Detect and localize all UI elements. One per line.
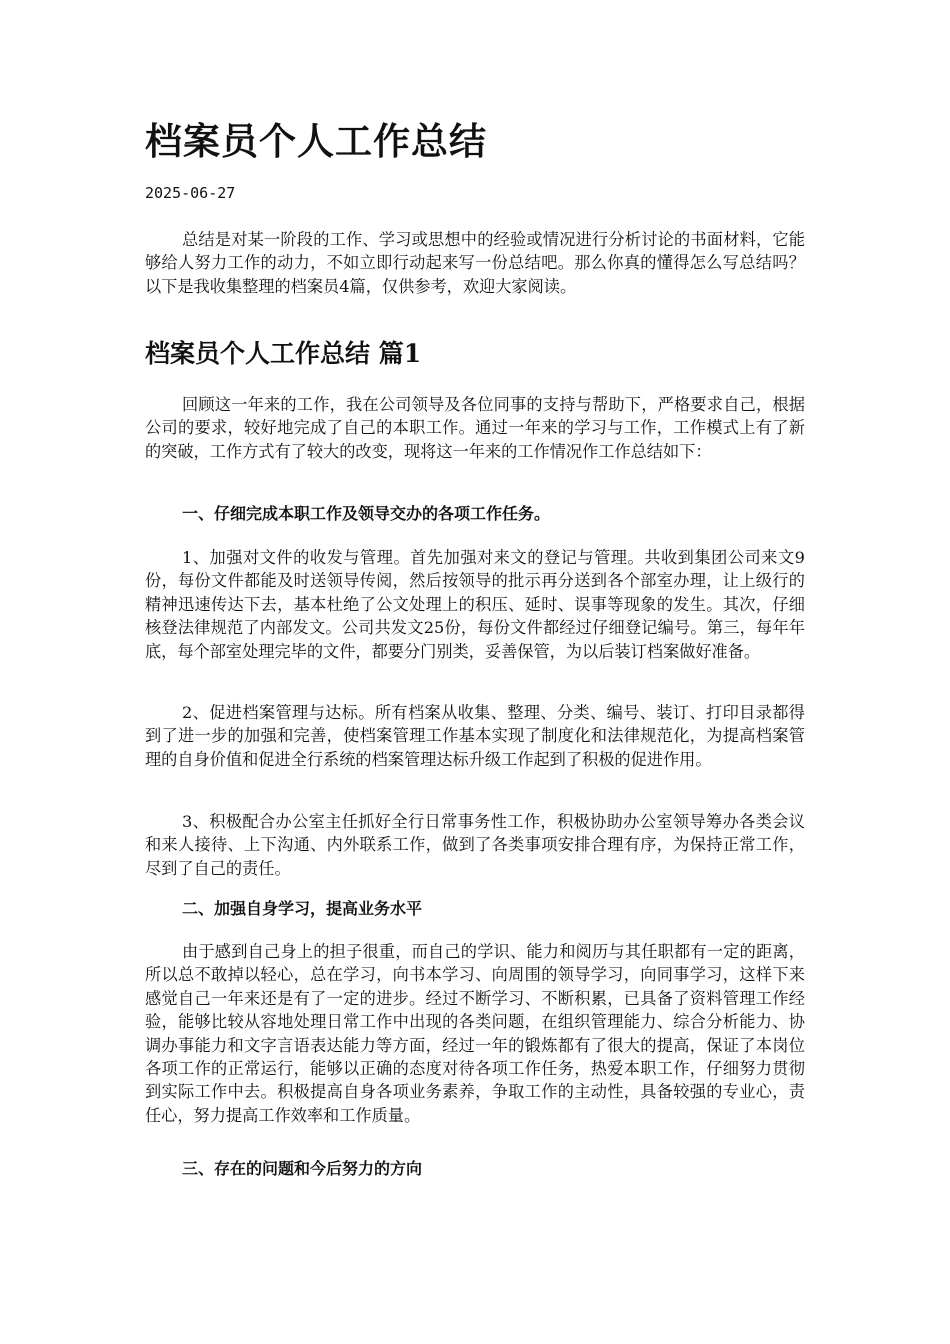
item-paragraph-2: 2、促进档案管理与达标。所有档案从收集、整理、分类、编号、装订、打印目录都得到了进一步的加强和完善，使档案管理工作基本实现了制度化和法律规范化，为提高档案管理的自身价值和促进全行系统的档案管理达标升级工作起到了积极的促进作用。 <box>145 703 805 769</box>
item-paragraph-1: 1、加强对文件的收发与管理。首先加强对来文的登记与管理。共收到集团公司来文9份，每份文件都能及时送领导传阅，然后按领导的批示再分送到各个部室办理，让上级行的精神迅速传达下去，基本杜绝了公文处理上的积压、延时、误事等现象的发生。其次，仔细核登法律规范了内部发文。公司共发文25份，每份文件都经过仔细登记编号。第三，每年年底，每个部室处理完毕的文件，都要分门别类，妥善保管，为以后装订档案做好准备。 <box>145 548 805 661</box>
subheading-problems: 三、存在的问题和今后努力的方向 <box>182 1159 423 1178</box>
learning-paragraph: 由于感到自己身上的担子很重，而自己的学识、能力和阅历与其任职都有一定的距离，所以总不敢掉以轻心，总在学习，向书本学习、向周围的领导学习，向同事学习，这样下来感觉自己一年来还是有了一定的进步。经过不断学习、不断积累，已具备了资料管理工作经验，能够比较从容地处理日常工作中出现的各类问题，在组织管理能力、综合分析能力、协调办事能力和文字言语表达能力等方面，经过一年的锻炼都有了很大的提高，保证了本岗位各项工作的正常运行，能够以正确的态度对待各项工作任务，热爱本职工作，仔细努力贯彻到实际工作中去。积极提高自身各项业务素养，争取工作的主动性，具备较强的专业心，责任心，努力提高工作效率和工作质量。 <box>145 942 805 1125</box>
document-title: 档案员个人工作总结 <box>145 119 487 163</box>
section-heading: 档案员个人工作总结 篇1 <box>145 339 422 368</box>
item-paragraph-3: 3、积极配合办公室主任抓好全行日常事务性工作，积极协助办公室领导筹办各类会议和来人接待、上下沟通、内外联系工作，做到了各类事项安排合理有序，为保持正常工作，尽到了自己的责任。 <box>145 812 805 878</box>
subheading-duties: 一、仔细完成本职工作及领导交办的各项工作任务。 <box>182 504 551 523</box>
intro-paragraph: 总结是对某一阶段的工作、学习或思想中的经验或情况进行分析讨论的书面材料，它能够给人努力工作的动力，不如立即行动起来写一份总结吧。那么你真的懂得怎么写总结吗？以下是我收集整理的档案员4篇，仅供参考，欢迎大家阅读。 <box>145 230 805 296</box>
opening-paragraph: 回顾这一年来的工作，我在公司领导及各位同事的支持与帮助下，严格要求自己，根据公司的要求，较好地完成了自己的本职工作。通过一年来的学习与工作，工作模式上有了新的突破，工作方式有了较大的改变，现将这一年来的工作情况作工作总结如下： <box>145 395 805 461</box>
subheading-learning: 二、加强自身学习，提高业务水平 <box>182 899 423 918</box>
publish-date: 2025-06-27 <box>145 184 236 202</box>
